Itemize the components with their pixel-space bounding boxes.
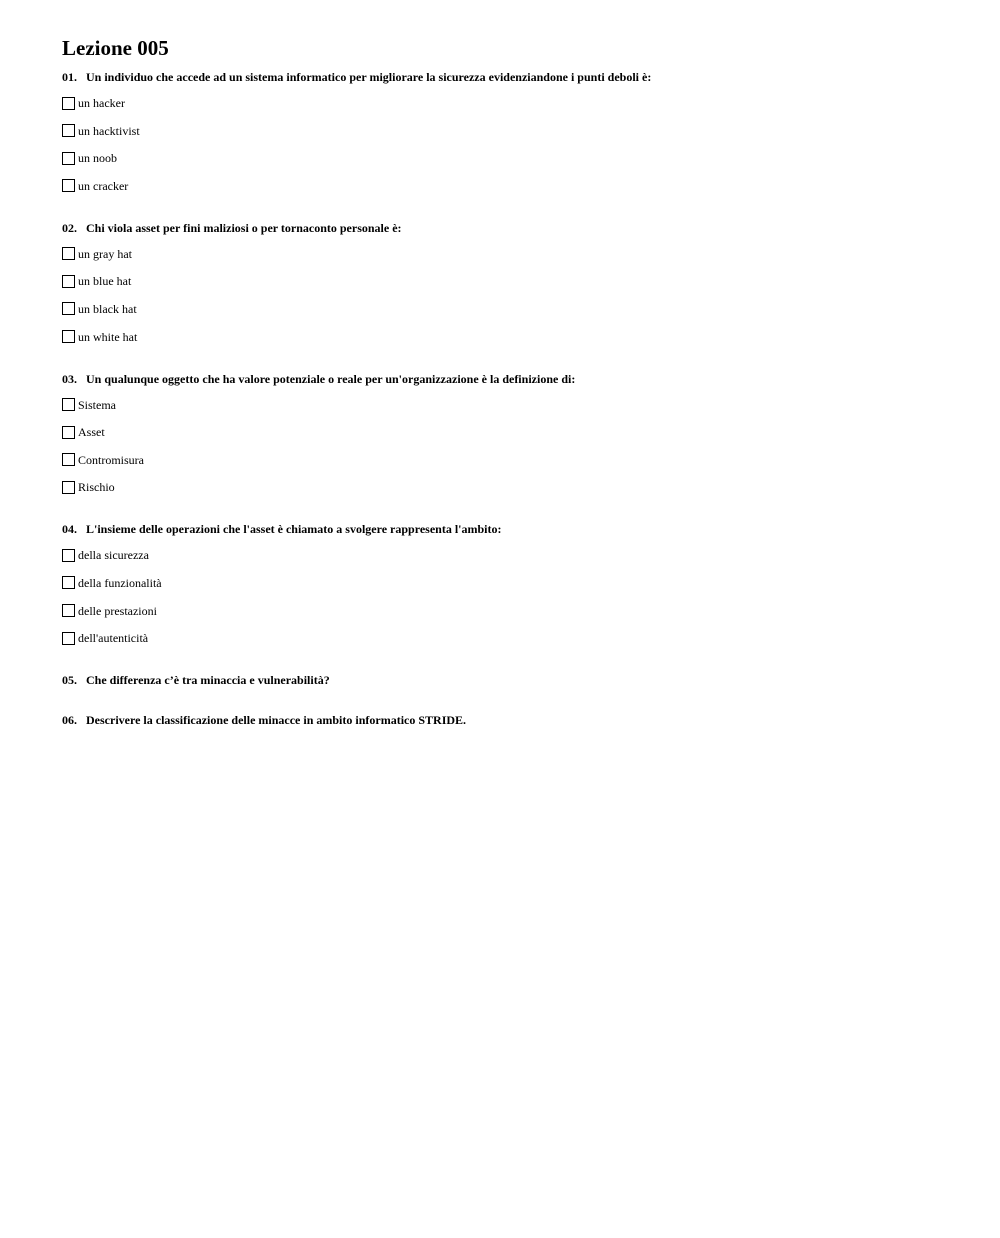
question-text xyxy=(62,521,962,537)
answer-label: della sicurezza xyxy=(78,548,149,563)
question-number: 02. xyxy=(62,220,77,235)
answer-label: un black hat xyxy=(78,301,137,316)
question-text xyxy=(62,712,962,728)
answer-label: un hacktivist xyxy=(78,123,140,138)
checkbox[interactable] xyxy=(62,302,75,315)
answer-option[interactable] xyxy=(62,575,962,591)
question-label: L'insieme delle operazioni che l'asset è chiamato a svolgere rappresenta l'ambito: xyxy=(86,522,502,537)
answer-option[interactable] xyxy=(62,95,962,111)
question-text xyxy=(62,672,962,688)
question-text xyxy=(62,220,962,236)
answer-option[interactable] xyxy=(62,178,962,194)
answer-label: Rischio xyxy=(78,480,115,495)
checkbox[interactable] xyxy=(62,604,75,617)
document-page xyxy=(62,36,962,752)
answer-label: un white hat xyxy=(78,329,138,344)
question-label: Che differenza c’è tra minaccia e vulnerabilità? xyxy=(86,673,330,688)
checkbox[interactable] xyxy=(62,179,75,192)
answer-option[interactable] xyxy=(62,479,962,495)
answer-option[interactable] xyxy=(62,329,962,345)
question-05 xyxy=(62,672,962,688)
answer-option[interactable] xyxy=(62,301,962,317)
checkbox[interactable] xyxy=(62,549,75,562)
question-text xyxy=(62,69,962,85)
question-label: Descrivere la classificazione delle minacce in ambito informatico STRIDE. xyxy=(86,713,467,728)
question-label: Chi viola asset per fini maliziosi o per tornaconto personale è: xyxy=(86,220,402,235)
checkbox[interactable] xyxy=(62,97,75,110)
question-label: Un qualunque oggetto che ha valore potenziale o reale per un'organizzazione è la definizione di: xyxy=(86,371,576,386)
question-text xyxy=(62,371,962,387)
question-number: 06. xyxy=(62,713,77,728)
answer-label: un cracker xyxy=(78,178,129,193)
question-06 xyxy=(62,712,962,728)
checkbox[interactable] xyxy=(62,275,75,288)
checkbox[interactable] xyxy=(62,247,75,260)
checkbox[interactable] xyxy=(62,481,75,494)
checkbox[interactable] xyxy=(62,453,75,466)
answer-list xyxy=(62,397,962,496)
answer-option[interactable] xyxy=(62,123,962,139)
answer-label: un blue hat xyxy=(78,274,132,289)
answer-label: della funzionalità xyxy=(78,575,162,590)
answer-label: Asset xyxy=(78,425,105,440)
question-number: 01. xyxy=(62,70,77,84)
answer-label: delle prestazioni xyxy=(78,603,157,618)
checkbox[interactable] xyxy=(62,152,75,165)
question-03 xyxy=(62,371,962,496)
answer-label: Contromisura xyxy=(78,452,144,467)
answer-label: un hacker xyxy=(78,96,125,110)
question-label: Un individuo che accede ad un sistema informatico per migliorare la sicurezza evidenziandone i punti deboli è: xyxy=(86,70,652,84)
checkbox[interactable] xyxy=(62,330,75,343)
question-number: 05. xyxy=(62,673,77,688)
answer-list xyxy=(62,95,962,194)
answer-label: dell'autenticità xyxy=(78,631,149,646)
answer-option[interactable] xyxy=(62,547,962,563)
checkbox[interactable] xyxy=(62,398,75,411)
answer-option[interactable] xyxy=(62,397,962,413)
answer-label: un gray hat xyxy=(78,246,132,261)
answer-list xyxy=(62,246,962,345)
answer-label: un noob xyxy=(78,151,117,166)
answer-option[interactable] xyxy=(62,630,962,646)
question-number: 03. xyxy=(62,371,77,386)
answer-option[interactable] xyxy=(62,150,962,166)
answer-option[interactable] xyxy=(62,603,962,619)
question-04 xyxy=(62,521,962,646)
answer-label: Sistema xyxy=(78,397,116,412)
page-title: Lezione 005 xyxy=(62,36,169,60)
question-number: 04. xyxy=(62,522,77,537)
answer-list xyxy=(62,547,962,646)
checkbox[interactable] xyxy=(62,426,75,439)
answer-option[interactable] xyxy=(62,273,962,289)
checkbox[interactable] xyxy=(62,632,75,645)
answer-option[interactable] xyxy=(62,424,962,440)
checkbox[interactable] xyxy=(62,124,75,137)
answer-option[interactable] xyxy=(62,246,962,262)
checkbox[interactable] xyxy=(62,576,75,589)
question-02 xyxy=(62,220,962,345)
question-01 xyxy=(62,69,962,194)
answer-option[interactable] xyxy=(62,452,962,468)
